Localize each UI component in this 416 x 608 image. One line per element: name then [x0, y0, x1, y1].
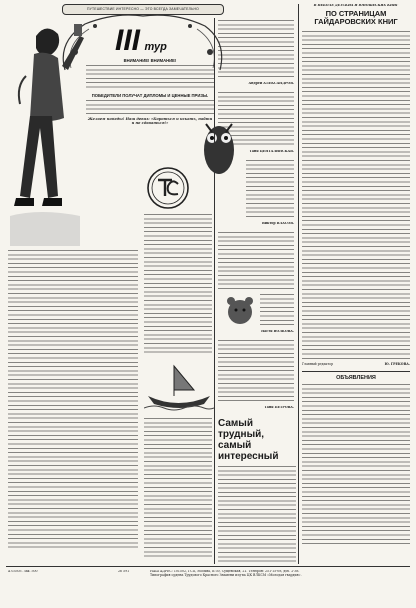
editor-label: Главный редактор — [302, 361, 334, 366]
signature-3: Виктор ВЛАСОВ. — [261, 222, 294, 225]
footer-mid: 26 591 — [118, 570, 130, 573]
notice-motto: Желаем победы! Наш девиз: «Бороться и искать, найти и не сдаваться!» — [87, 117, 213, 126]
notice-body-text-2 — [86, 100, 214, 117]
right-article-body — [302, 31, 410, 359]
announcements-body — [302, 384, 410, 544]
footer-rule — [6, 566, 410, 567]
column-divider-1 — [214, 18, 215, 564]
article-column-center-3 — [246, 160, 294, 220]
footer-address — [150, 570, 408, 578]
article-column-center-1 — [218, 20, 294, 80]
footer-code: А 03505. Зак. 500 — [8, 570, 38, 573]
notice-body-text — [86, 65, 214, 91]
article-column-center-6 — [218, 340, 294, 404]
right-kicker: В НЕБОЛЕ ДЕТСКИХ И ЮНОШЕСКИХ КНИГ — [313, 4, 399, 7]
footer-left — [8, 570, 68, 574]
notice-block — [86, 58, 214, 128]
notice-title: ВНИМАНИЕ! ВНИМАНИЕ! — [123, 58, 177, 63]
feature-title-line-3: самый — [218, 440, 252, 451]
feature-title-line-2: трудный, — [218, 429, 265, 440]
footer-address-line: НАШ АДРЕС: 101502, ГСП, Москва, К-30, Сущёвская, 21. Телефон: 251-15-08, доб. 2-38. — [150, 570, 300, 573]
feature-title-line-1: Самый — [218, 418, 253, 429]
banner-text: ПУТЕШЕСТВИЕ ИНТЕРЕСНО — ЭТО ВСЕГДА ЗАМЕЧАТЕЛЬНО — [87, 7, 199, 11]
notice-winners: ПОБЕДИТЕЛИ ПОЛУЧАТ ДИПЛОМЫ И ЦЕННЫЕ ПРИЗЫ. — [91, 93, 209, 98]
feature-title-line-4: интересный — [218, 451, 279, 462]
bear-illustration — [222, 292, 258, 328]
boat-illustration — [144, 356, 214, 416]
signature-2: Таня ЦЕНТАЛИНСКАЯ. — [249, 150, 294, 153]
footer-print-line: Типография ордена Трудового Красного Знамени изд-ва ЦК ВЛКСМ «Молодая гвардия». — [150, 572, 302, 577]
boy-illustration — [6, 16, 84, 246]
editorial-line — [302, 363, 410, 367]
announcements-title: ОБЪЯВЛЕНИЯ — [302, 371, 410, 381]
right-column — [302, 4, 410, 564]
feature-body — [218, 466, 296, 564]
article-column-center-5 — [260, 294, 294, 328]
column-divider-2 — [298, 4, 299, 564]
tour-heading — [115, 24, 205, 58]
signature-5: Таня ПЕТРОВА. — [264, 406, 294, 409]
signature-4: Настя ВОЛКОВА. — [261, 330, 294, 333]
signature-1: Андрей АЛЕКСАНДРОВ. — [248, 82, 294, 85]
tour-number: III — [115, 24, 141, 57]
tc-emblem — [146, 166, 190, 210]
editor-name: Ю. ГРЕКОВА. — [384, 361, 410, 366]
feature-title — [218, 418, 296, 462]
main-article-center — [144, 214, 212, 354]
article-column-center-4 — [218, 232, 294, 292]
owl-illustration — [196, 110, 242, 180]
main-article-left — [8, 250, 138, 550]
main-article-center-2 — [144, 418, 212, 558]
right-title: ПО СТРАНИЦАМ ГАЙДАРОВСКИХ КНИГ — [314, 8, 398, 27]
tour-word: тур — [144, 41, 167, 53]
